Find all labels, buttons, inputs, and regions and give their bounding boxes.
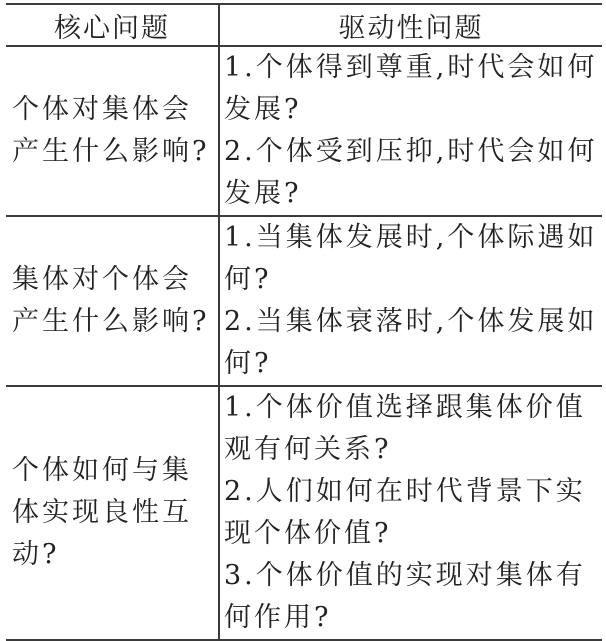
- core-question-cell: 个体如何与集体实现良性互动?: [6, 386, 219, 640]
- table-header-row: [6, 4, 602, 46]
- driving-question-cell: [219, 46, 602, 216]
- driving-question-item: 1.个体价值选择跟集体价值观有何关系?: [224, 392, 586, 465]
- driving-question-item: 2.当集体衰落时,个体发展如何?: [224, 306, 598, 379]
- driving-question-item: 2.人们如何在时代背景下实现个体价值?: [224, 476, 586, 549]
- table-row: [6, 216, 602, 386]
- question-table: [6, 3, 602, 641]
- core-question-cell: 个体对集体会产生什么影响?: [6, 46, 219, 216]
- driving-question-item: 1.个体得到尊重,时代会如何发展?: [224, 52, 598, 125]
- header-core-question: 核心问题: [6, 4, 219, 46]
- core-question-cell: 集体对个体会产生什么影响?: [6, 216, 219, 386]
- driving-question-item: 3.个体价值的实现对集体有何作用?: [224, 560, 586, 633]
- table-row: [6, 386, 602, 640]
- table-row: [6, 46, 602, 216]
- driving-question-item: 1.当集体发展时,个体际遇如何?: [224, 222, 598, 295]
- driving-question-item: 2.个体受到压抑,时代会如何发展?: [224, 136, 598, 209]
- driving-question-cell: [219, 386, 602, 640]
- driving-question-cell: [219, 216, 602, 386]
- header-driving-question: 驱动性问题: [219, 4, 602, 46]
